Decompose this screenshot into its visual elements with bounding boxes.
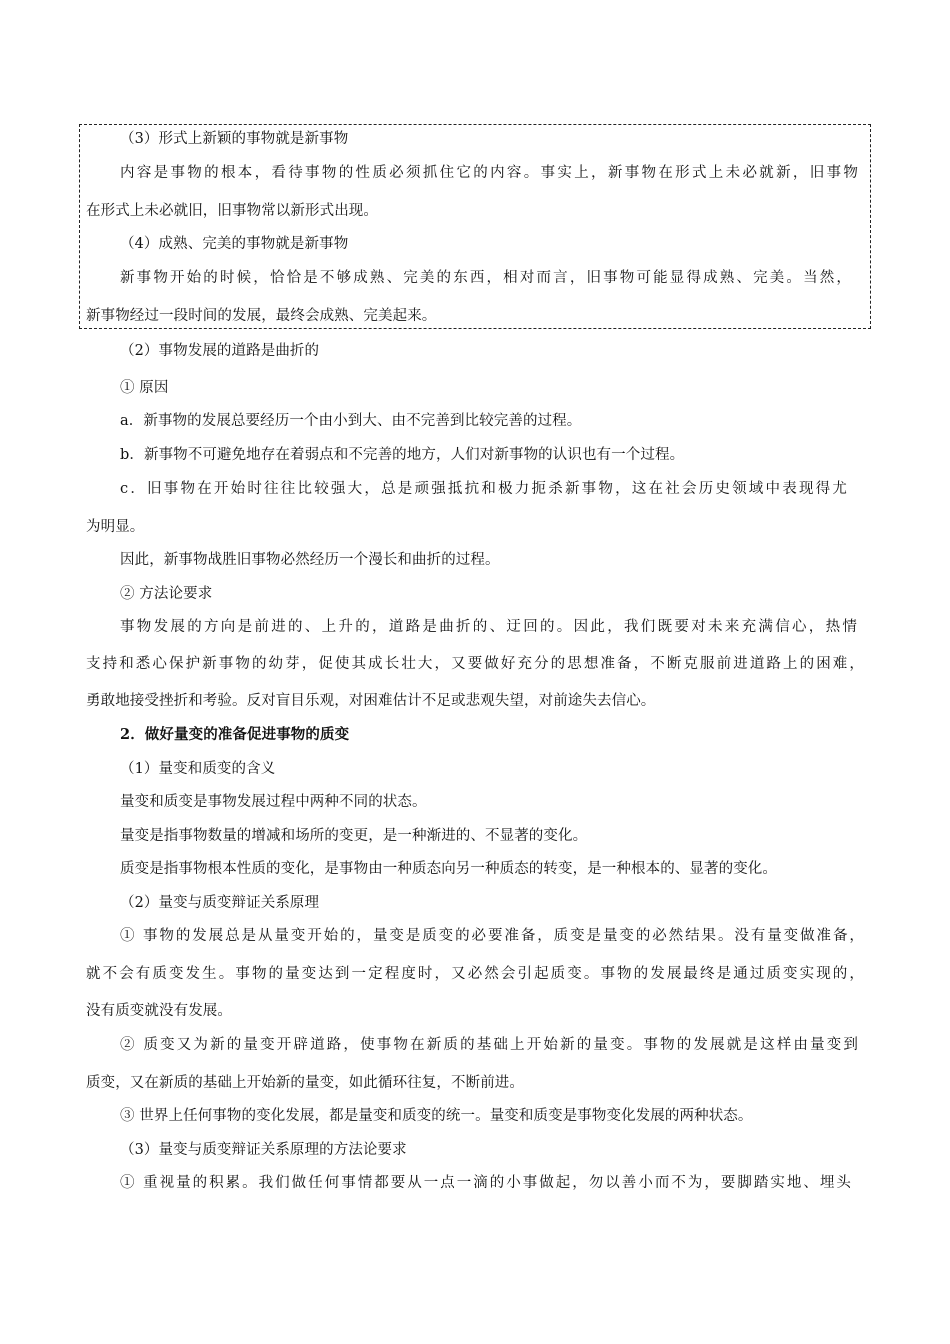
chapter-heading: 2．做好量变的准备促进事物的质变 (120, 726, 350, 743)
paragraph-line: 就不会有质变发生。事物的量变达到一定程度时，又必然会引起质变。事物的发展最终是通过质变实现的， (86, 966, 864, 982)
paragraph-line: 没有质变就没有发展。 (86, 1003, 232, 1019)
paragraph: 因此，新事物战胜旧事物必然经历一个漫长和曲折的过程。 (120, 552, 500, 568)
subsection-heading: ① 原因 (120, 380, 169, 396)
box-heading-4: （4）成熟、完美的事物就是新事物 (120, 236, 349, 252)
box-paragraph-line: 在形式上未必就旧，旧事物常以新形式出现。 (86, 203, 378, 219)
paragraph: 量变是指事物数量的增减和场所的变更，是一种渐进的、不显著的变化。 (120, 828, 588, 844)
paragraph: ③ 世界上任何事物的变化发展，都是量变和质变的统一。量变和质变是事物变化发展的两种状态。 (120, 1108, 753, 1124)
paragraph-line: 支持和悉心保护新事物的幼芽，促使其成长壮大，又要做好充分的思想准备，不断克服前进道路上的困难， (86, 656, 864, 672)
box-heading-3: （3）形式上新颖的事物就是新事物 (120, 131, 349, 147)
section-heading: （2）量变与质变辩证关系原理 (120, 895, 320, 911)
paragraph-line: ② 质变又为新的量变开辟道路，使事物在新质的基础上开始新的量变。事物的发展就是这样由量变到 (120, 1037, 858, 1053)
dashed-misconception-box (79, 124, 871, 329)
paragraph-line: 质变，又在新质的基础上开始新的量变，如此循环往复，不断前进。 (86, 1075, 524, 1091)
box-paragraph-line: 内容是事物的根本，看待事物的性质必须抓住它的内容。事实上，新事物在形式上未必就新，旧事物 (120, 165, 858, 181)
paragraph: 量变和质变是事物发展过程中两种不同的状态。 (120, 794, 427, 810)
box-paragraph-line: 新事物开始的时候，恰恰是不够成熟、完美的东西，相对而言，旧事物可能显得成熟、完美。当然， (120, 270, 851, 286)
box-paragraph-line: 新事物经过一段时间的发展，最终会成熟、完美起来。 (86, 308, 437, 324)
paragraph-line: ① 事物的发展总是从量变开始的，量变是质变的必要准备，质变是量变的必然结果。没有量变做准备， (120, 928, 864, 944)
paragraph: 质变是指事物根本性质的变化，是事物由一种质态向另一种质态的转变，是一种根本的、显著的变化。 (120, 861, 777, 877)
paragraph-line: 勇敢地接受挫折和考验。反对盲目乐观，对困难估计不足或悲观失望，对前途失去信心。 (86, 693, 656, 709)
list-item: b．新事物不可避免地存在着弱点和不完善的地方，人们对新事物的认识也有一个过程。 (120, 447, 685, 463)
paragraph-line: ① 重视量的积累。我们做任何事情都要从一点一滴的小事做起，勿以善小而不为，要脚踏实地、埋头 (120, 1175, 851, 1191)
section-heading: （3）量变与质变辩证关系原理的方法论要求 (120, 1142, 407, 1158)
section-heading: （2）事物发展的道路是曲折的 (120, 343, 320, 359)
section-heading: （1）量变和质变的含义 (120, 761, 276, 777)
list-item-continuation: 为明显。 (86, 519, 145, 535)
subsection-heading: ② 方法论要求 (120, 586, 213, 602)
list-item: a．新事物的发展总要经历一个由小到大、由不完善到比较完善的过程。 (120, 413, 582, 429)
list-item: c．旧事物在开始时往往比较强大，总是顽强抵抗和极力扼杀新事物，这在社会历史领域中表现得尤 (120, 481, 847, 497)
paragraph-line: 事物发展的方向是前进的、上升的，道路是曲折的、迂回的。因此，我们既要对未来充满信心，热情 (120, 619, 857, 635)
